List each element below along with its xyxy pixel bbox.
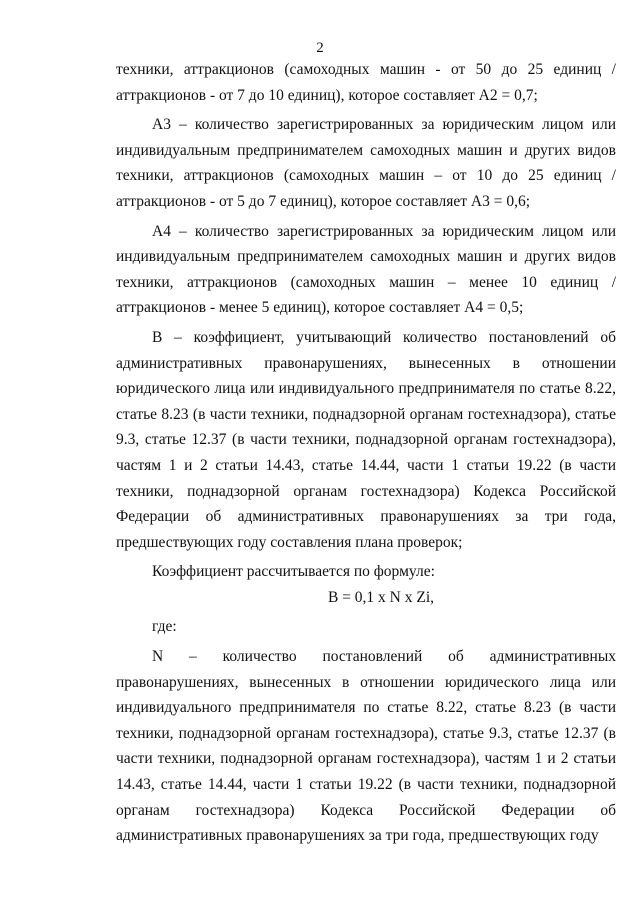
paragraph-a2-continuation: техники, аттракционов (самоходных машин - от 50 до 25 единиц / аттракционов - от 7 до 10 единиц), которое составляет А2 = 0,7; <box>116 61 616 104</box>
paragraph-formula-intro: Коэффициент рассчитывается по формуле: <box>152 563 435 581</box>
page-number: 2 <box>316 40 324 56</box>
document-body <box>116 57 616 849</box>
paragraph-b-coefficient: В – коэффициент, учитывающий количество постановлений об административных правонарушениях, вынесенных в отношении юридического лица или индивидуального предпринимателя по статье 8.22, статье 8.23 (в части техники, поднадзорной органам гостехнадзора), статье 9.3, статье 12.37 (в части техники, поднадзорной органам гостехнадзора), частям 1 и 2 статьи 14.43, статье 14.44, части 1 статьи 19.22 (в части техники, поднадзорной органам гостехнадзора) Кодекса Российской Федерации об административных правонарушениях за три года, предшествующих году составления плана проверок; <box>116 328 616 551</box>
paragraph-where: где: <box>152 618 177 636</box>
paragraph-n-definition: N – количество постановлений об административных правонарушениях, вынесенных в отношении юридического лица или индивидуального предпринимателя по статье 8.22, статье 8.23 (в части техники, поднадзорной органам гостехнадзора), статье 9.3, статье 12.37 (в части техники, поднадзорной органам гостехнадзора), частям 1 и 2 статьи 14.43, статье 14.44, части 1 статьи 19.22 (в части техники, поднадзорной органам гостехнадзора) Кодекса Российской Федерации об административных правонарушениях за три года, предшествующих году <box>116 648 616 845</box>
paragraph-a4: А4 – количество зарегистрированных за юридическим лицом или индивидуальным предпринимателем самоходных машин и других видов техники, аттракционов (самоходных машин – менее 10 единиц / аттракционов - менее 5 единиц), которое составляет А4 = 0,5; <box>116 222 616 317</box>
paragraph-a3: А3 – количество зарегистрированных за юридическим лицом или индивидуальным предпринимателем самоходных машин и других видов техники, аттракционов (самоходных машин – от 10 до 25 единиц / аттракционов - от 5 до 7 единиц), которое составляет А3 = 0,6; <box>116 116 616 210</box>
formula: B = 0,1 x N x Zi, <box>327 588 435 606</box>
